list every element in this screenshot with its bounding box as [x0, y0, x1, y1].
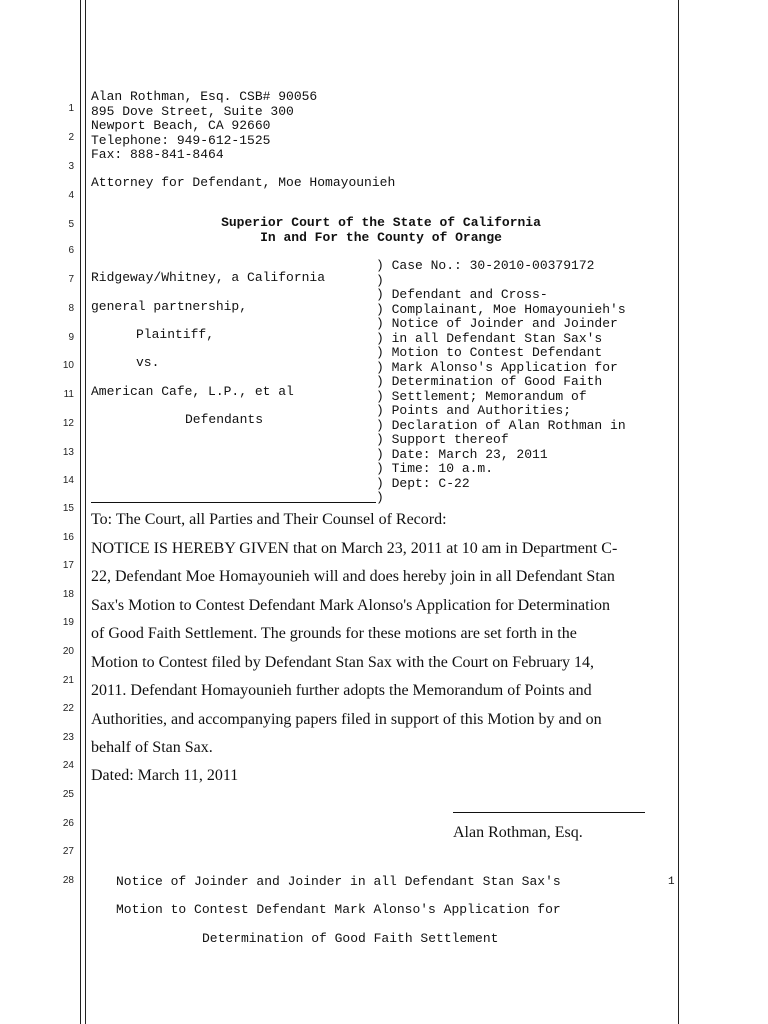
- defendants-label: Defendants: [185, 412, 264, 427]
- body-line: Motion to Contest filed by Defendant Stan Sax with the Court on February 14,: [91, 654, 595, 671]
- caption-underline: [91, 502, 376, 503]
- attorney-city: Newport Beach, CA 92660: [91, 118, 271, 133]
- line-number: 28: [62, 875, 74, 886]
- case-info-line: ) Mark Alonso's Application for: [376, 359, 618, 375]
- case-info-line: ) Declaration of Alan Rothman in: [376, 417, 626, 433]
- line-number: 22: [62, 703, 74, 714]
- page-number: 1: [668, 876, 675, 888]
- footer-line-1: Notice of Joinder and Joinder in all Defendant Stan Sax's: [116, 874, 561, 889]
- line-number: 7: [68, 274, 74, 285]
- case-info-line: ): [376, 490, 384, 505]
- line-number: 14: [62, 475, 74, 486]
- line-number: 21: [62, 675, 74, 686]
- line-number: 13: [62, 447, 74, 458]
- case-info-line: ) Notice of Joinder and Joinder: [376, 316, 618, 331]
- dated-line: Dated: March 11, 2011: [91, 767, 239, 784]
- signature-line: [453, 812, 645, 813]
- left-margin-rule-outer: [80, 0, 81, 1024]
- line-number: 5: [68, 219, 74, 230]
- case-info-line: ) Defendant and Cross-: [376, 287, 548, 302]
- case-info-line: ): [376, 272, 384, 288]
- line-number: 15: [62, 503, 74, 514]
- line-number: 10: [62, 360, 74, 371]
- case-info-line: ) Complainant, Moe Homayounieh's: [376, 301, 626, 317]
- line-number: 17: [62, 560, 74, 571]
- line-number: 8: [68, 303, 74, 314]
- line-number: 26: [62, 818, 74, 829]
- party-line-2: general partnership,: [91, 299, 248, 314]
- case-info-line: ) Determination of Good Faith: [376, 374, 603, 389]
- body-line: behalf of Stan Sax.: [91, 739, 213, 756]
- line-number: 27: [62, 846, 74, 857]
- case-info-line: ) Points and Authorities;: [376, 403, 572, 418]
- line-number: 20: [62, 646, 74, 657]
- attorney-for: Attorney for Defendant, Moe Homayounieh: [91, 175, 396, 190]
- defendant-names: American Cafe, L.P., et al: [91, 384, 294, 399]
- hearing-dept: ) Dept: C-22: [376, 475, 470, 491]
- line-number: 18: [62, 589, 74, 600]
- body-line: 22, Defendant Moe Homayounieh will and does hereby join in all Defendant Stan: [91, 568, 615, 585]
- line-number: 24: [62, 760, 74, 771]
- body-line: 2011. Defendant Homayounieh further adopts the Memorandum of Points and: [91, 682, 592, 699]
- line-number: 23: [62, 732, 74, 743]
- line-number: 11: [63, 389, 74, 400]
- body-line: NOTICE IS HEREBY GIVEN that on March 23, 2011 at 10 am in Department C-: [91, 540, 618, 557]
- party-line-1: Ridgeway/Whitney, a California: [91, 270, 326, 285]
- line-number: 1: [68, 103, 74, 114]
- line-number: 2: [68, 132, 74, 143]
- footer-line-3: Determination of Good Faith Settlement: [202, 931, 499, 946]
- body-line: Authorities, and accompanying papers filed in support of this Motion by and on: [91, 711, 602, 728]
- case-info-line: ) Support thereof: [376, 432, 509, 447]
- hearing-date: ) Date: March 23, 2011: [376, 446, 548, 462]
- line-number: 16: [62, 532, 74, 543]
- attorney-fax: Fax: 888-841-8464: [91, 147, 224, 162]
- line-number: 3: [68, 161, 74, 172]
- line-number: 25: [62, 789, 74, 800]
- case-info-line: ) Motion to Contest Defendant: [376, 345, 603, 360]
- versus-label: vs.: [136, 355, 160, 370]
- case-info-line: ) in all Defendant Stan Sax's: [376, 330, 603, 346]
- right-margin-rule: [678, 0, 679, 1024]
- body-line: of Good Faith Settlement. The grounds for these motions are set forth in the: [91, 625, 577, 642]
- line-number: 6: [68, 245, 74, 256]
- case-number: ) Case No.: 30-2010-00379172: [376, 258, 595, 273]
- line-number: 12: [62, 418, 74, 429]
- case-info-line: ) Settlement; Memorandum of: [376, 388, 587, 404]
- plaintiff-label: Plaintiff,: [136, 327, 215, 342]
- signature-name: Alan Rothman, Esq.: [453, 824, 583, 841]
- attorney-name-csb: Alan Rothman, Esq. CSB# 90056: [91, 89, 318, 104]
- hearing-time: ) Time: 10 a.m.: [376, 461, 494, 476]
- body-line: Sax's Motion to Contest Defendant Mark Alonso's Application for Determination: [91, 597, 611, 614]
- line-number: 4: [68, 190, 74, 201]
- line-number: 9: [68, 332, 74, 343]
- court-title-line1: Superior Court of the State of California: [221, 215, 541, 230]
- attorney-telephone: Telephone: 949-612-1525: [91, 132, 271, 148]
- left-margin-rule-inner: [85, 0, 86, 1024]
- salutation: To: The Court, all Parties and Their Counsel of Record:: [91, 511, 447, 528]
- attorney-street: 895 Dove Street, Suite 300: [91, 103, 294, 119]
- court-title-line2: In and For the County of Orange: [260, 229, 502, 245]
- footer-line-2: Motion to Contest Defendant Mark Alonso's Application for: [116, 902, 561, 917]
- line-number: 19: [62, 617, 74, 628]
